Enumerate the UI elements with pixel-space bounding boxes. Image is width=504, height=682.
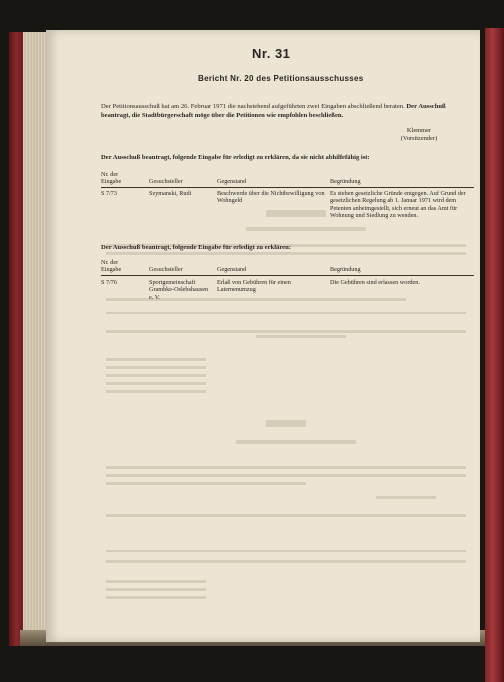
report-number-title: Nr. 31 <box>252 46 291 61</box>
header-subject: Gegenstand <box>217 266 247 273</box>
bleed-through <box>106 482 306 485</box>
row-reason: Es stehen gesetzliche Gründe entgegen. Auf Grund der gesetzlichen Regelung ab 1. Januar 1971 wird dem Petenten anheimgestellt, sich erneut an das Amt für Wohnung und Siedlung zu wenden. <box>330 190 466 219</box>
section-one-heading: Der Ausschuß beantragt, folgende Eingabe für erledigt zu erklären, da sie nicht abhilfefähig ist: <box>101 154 370 161</box>
header-reason: Begründung <box>330 178 361 185</box>
bleed-through <box>256 335 346 338</box>
bleed-through <box>106 580 206 583</box>
bleed-through <box>106 550 466 552</box>
header-nr-line1: Nr. der <box>101 171 119 178</box>
bleed-through <box>236 440 356 444</box>
bleed-through <box>106 390 206 393</box>
row-nr: S 7/76 <box>101 279 117 286</box>
header-nr-line1: Nr. der <box>101 259 119 266</box>
header-nr-line2: Eingabe <box>101 178 122 185</box>
book-binding-right <box>485 28 504 682</box>
header-nr <box>101 171 121 185</box>
signature-role: (Vorsitzender) <box>400 134 438 142</box>
bleed-through <box>106 588 206 591</box>
report-subtitle: Bericht Nr. 20 des Petitionsausschusses <box>198 74 364 83</box>
section-two-heading: Der Ausschuß beantragt, folgende Eingabe für erledigt zu erklären: <box>101 244 291 251</box>
bleed-through <box>106 560 466 563</box>
bleed-through <box>376 496 436 499</box>
book-binding-left <box>9 32 23 646</box>
bleed-through <box>106 466 466 469</box>
bleed-through <box>266 420 306 427</box>
bleed-through <box>106 358 206 361</box>
row-subject: Erlaß von Gebühren für einen Laternenumzug <box>217 279 291 294</box>
bleed-through <box>106 312 466 314</box>
bleed-through <box>106 596 206 599</box>
row-nr: S 7/73 <box>101 190 117 197</box>
header-subject: Gegenstand <box>217 178 247 185</box>
bleed-through <box>106 474 466 477</box>
document-page <box>46 30 480 642</box>
bleed-through <box>106 374 206 377</box>
header-petitioner: Gesuchsteller <box>149 178 183 185</box>
row-reason: Die Gebühren sind erlassen worden. <box>330 279 420 286</box>
signature-block <box>364 127 474 142</box>
bleed-through <box>266 210 326 217</box>
intro-bold-text: Der Ausschuß beantragt, die Stadtbürgerschaft möge über die Petitionen wie empfohlen beschließen. <box>101 103 446 119</box>
header-petitioner: Gesuchsteller <box>149 266 183 273</box>
header-reason: Begründung <box>330 266 361 273</box>
bleed-through <box>246 227 366 231</box>
intro-text: Der Petitionsausschuß hat am 26. Februar 1971 die nachstehend aufgeführten zwei Eingaben abschließend beraten. <box>101 103 405 110</box>
table-rule <box>101 187 474 188</box>
header-nr-line2: Eingabe <box>101 266 122 273</box>
table-rule <box>101 275 474 276</box>
bleed-through <box>106 382 206 385</box>
bleed-through <box>106 252 466 255</box>
signature-name: Klemmer <box>406 127 432 134</box>
bleed-through <box>106 330 466 333</box>
row-petitioner: Sportgemeinschaft Grambke-Oslebshausen e. V. <box>149 279 209 301</box>
bleed-through <box>106 366 206 369</box>
bleed-through <box>106 514 466 517</box>
row-petitioner: Szymanski, Rudi <box>149 190 192 197</box>
header-nr <box>101 259 121 273</box>
row-subject: Beschwerde über die Nichtbewilligung von Wohngeld <box>217 190 325 205</box>
intro-paragraph <box>101 103 469 120</box>
